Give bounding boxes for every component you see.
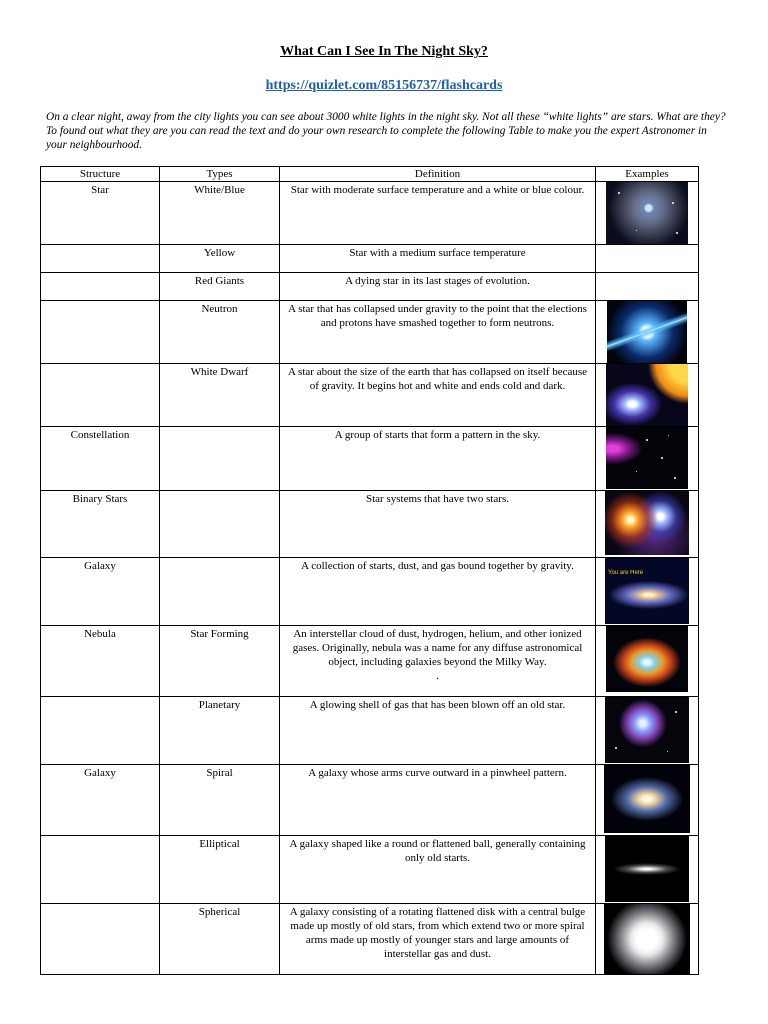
definition-cell: Star with a medium surface temperature bbox=[280, 245, 596, 273]
definition-cell: A galaxy whose arms curve outward in a pinwheel pattern. bbox=[280, 765, 596, 836]
table-row bbox=[41, 245, 699, 273]
flashcards-link[interactable]: https://quizlet.com/85156737/flashcards bbox=[265, 78, 503, 93]
structure-cell: Star bbox=[41, 182, 160, 245]
night-sky-table bbox=[40, 166, 699, 975]
structure-cell: Galaxy bbox=[41, 558, 160, 626]
structure-cell: Galaxy bbox=[41, 765, 160, 836]
type-cell: Neutron bbox=[160, 301, 280, 364]
table-row bbox=[41, 765, 699, 836]
planetary-nebula-image bbox=[605, 697, 689, 763]
definition-cell: A galaxy consisting of a rotating flattened disk with a central bulge made up mostly of old stars, from which extend two or more spiral arms made up mostly of younger stars and large amounts of interstellar gas and dust. bbox=[280, 904, 596, 975]
header-definition: Definition bbox=[280, 167, 596, 182]
table-row bbox=[41, 491, 699, 558]
definition-cell: Star with moderate surface temperature and a white or blue colour. bbox=[280, 182, 596, 245]
definition-cell: A star about the size of the earth that has collapsed on itself because of gravity. It begins hot and white and ends cold and dark. bbox=[280, 364, 596, 427]
white-blue-star-image bbox=[606, 182, 688, 244]
table-row bbox=[41, 904, 699, 975]
structure-cell: Nebula bbox=[41, 626, 160, 697]
table-row bbox=[41, 301, 699, 364]
table-row bbox=[41, 273, 699, 301]
structure-cell bbox=[41, 697, 160, 765]
type-cell: Yellow bbox=[160, 245, 280, 273]
type-cell: Star Forming bbox=[160, 626, 280, 697]
constellation-image bbox=[606, 427, 688, 489]
definition-cell: A group of starts that form a pattern in the sky. bbox=[280, 427, 596, 491]
galaxy-caption: You are Here bbox=[608, 570, 644, 576]
structure-cell: Binary Stars bbox=[41, 491, 160, 558]
structure-cell bbox=[41, 904, 160, 975]
structure-cell bbox=[41, 245, 160, 273]
intro-paragraph: On a clear night, away from the city lights you can see about 3000 white lights in the night sky. Not all these “white lights” are stars. What are they? To found out what they are you can read the text and do your own research to complete the following Table to make you the expert Astronomer in your neighbourhood. bbox=[46, 111, 726, 151]
galaxy-image bbox=[605, 558, 689, 624]
definition-cell: A collection of starts, dust, and gas bound together by gravity. bbox=[280, 558, 596, 626]
header-examples: Examples bbox=[596, 167, 699, 182]
spiral-galaxy-image bbox=[604, 765, 690, 833]
table-header-row bbox=[41, 167, 699, 182]
table-row bbox=[41, 558, 699, 626]
page-title: What Can I See In The Night Sky? bbox=[280, 44, 488, 59]
table-row bbox=[41, 836, 699, 904]
definition-text: An interstellar cloud of dust, hydrogen, helium, and other ionized gases. Originally, nebula was a name for any diffuse astronomical object, including galaxies beyond the Milky Way. bbox=[292, 628, 583, 668]
type-cell bbox=[160, 427, 280, 491]
star-forming-nebula-image bbox=[606, 626, 688, 692]
structure-cell bbox=[41, 273, 160, 301]
definition-cell: Star systems that have two stars. bbox=[280, 491, 596, 558]
type-cell: Elliptical bbox=[160, 836, 280, 904]
type-cell bbox=[160, 491, 280, 558]
table-row bbox=[41, 182, 699, 245]
header-types: Types bbox=[160, 167, 280, 182]
structure-cell bbox=[41, 836, 160, 904]
table-row bbox=[41, 427, 699, 491]
definition-cell: A galaxy shaped like a round or flattened ball, generally containing only old starts. bbox=[280, 836, 596, 904]
spherical-galaxy-image bbox=[604, 904, 690, 974]
white-dwarf-image bbox=[606, 364, 688, 426]
definition-cell: A star that has collapsed under gravity to the point that the elections and protons have smashed together to form neutrons. bbox=[280, 301, 596, 364]
definition-cell: A dying star in its last stages of evolution. bbox=[280, 273, 596, 301]
binary-stars-image bbox=[605, 491, 689, 555]
header-structure: Structure bbox=[41, 167, 160, 182]
type-cell: White Dwarf bbox=[160, 364, 280, 427]
type-cell: White/Blue bbox=[160, 182, 280, 245]
structure-cell bbox=[41, 301, 160, 364]
type-cell: Spiral bbox=[160, 765, 280, 836]
definition-trailing-dot: . bbox=[436, 670, 439, 682]
elliptical-galaxy-image bbox=[605, 836, 689, 902]
structure-cell: Constellation bbox=[41, 427, 160, 491]
structure-cell bbox=[41, 364, 160, 427]
type-cell bbox=[160, 558, 280, 626]
table-row bbox=[41, 697, 699, 765]
table-row bbox=[41, 364, 699, 427]
type-cell: Red Giants bbox=[160, 273, 280, 301]
table-row bbox=[41, 626, 699, 697]
type-cell: Spherical bbox=[160, 904, 280, 975]
neutron-star-image bbox=[607, 301, 687, 363]
definition-cell bbox=[280, 626, 596, 697]
definition-cell: A glowing shell of gas that has been blown off an old star. bbox=[280, 697, 596, 765]
type-cell: Planetary bbox=[160, 697, 280, 765]
